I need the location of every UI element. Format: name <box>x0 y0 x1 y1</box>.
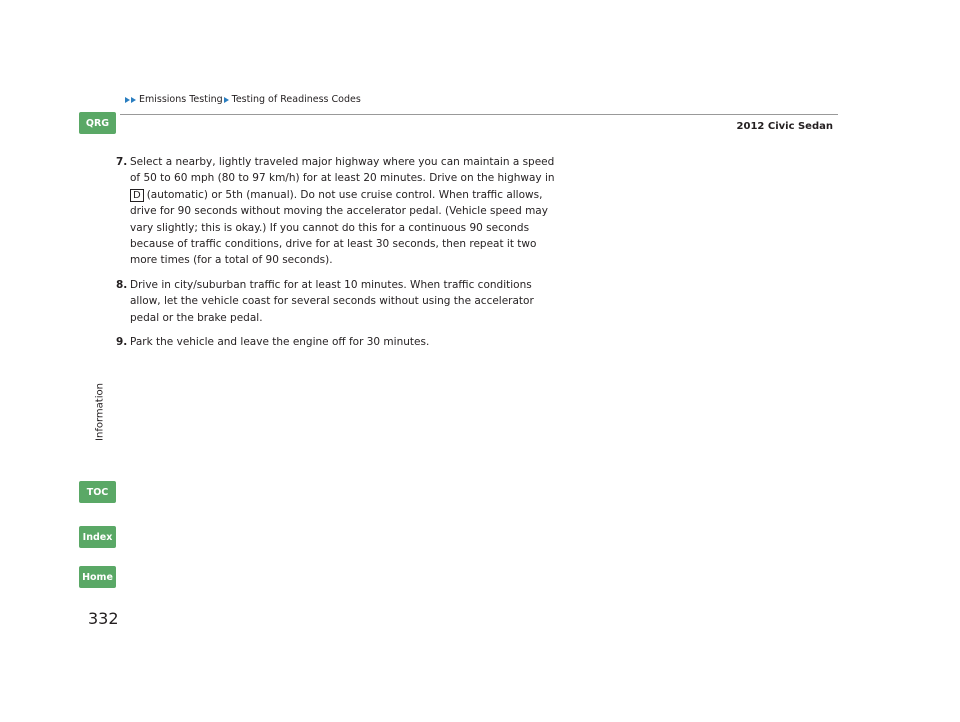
step-text: (automatic) or 5th (manual). Do not use cruise control. When traffic allows, drive for 90 seconds without moving the accelerator pedal. (Vehicle speed may vary slightly; this is okay.) If you cannot do this for a continuous 90 seconds because of traffic conditions, drive for at least 30 seconds, then repeat it two more times (for a total of 90 seconds). <box>130 188 548 267</box>
step-text: Park the vehicle and leave the engine off for 30 minutes. <box>130 336 430 349</box>
home-button[interactable]: Home <box>79 566 116 588</box>
toc-button[interactable]: TOC <box>79 481 116 503</box>
breadcrumb <box>125 94 361 105</box>
document-title: 2012 Civic Sedan <box>736 121 833 132</box>
section-label: Information <box>94 383 106 441</box>
gear-d-icon: D <box>130 189 144 202</box>
arrow-right-icon <box>125 97 130 103</box>
step-text: Select a nearby, lightly traveled major highway where you can maintain a speed of 50 to 60 mph (80 to 97 km/h) for at least 20 minutes. Drive on the highway in <box>130 156 555 185</box>
page-number: 332 <box>88 609 119 628</box>
step-number: 8. <box>116 278 128 291</box>
step-number: 7. <box>116 156 128 168</box>
step-number: 9. <box>116 336 128 349</box>
breadcrumb-item-readiness-codes[interactable]: Testing of Readiness Codes <box>231 94 361 105</box>
arrow-right-icon <box>224 97 229 103</box>
step-9 <box>116 334 564 350</box>
step-text: Drive in city/suburban traffic for at least 10 minutes. When traffic conditions allow, let the vehicle coast for several seconds without using the accelerator pedal or the brake pedal. <box>130 278 534 324</box>
qrg-button[interactable]: QRG <box>79 112 116 134</box>
header-divider <box>120 114 838 115</box>
step-7 <box>116 154 564 269</box>
arrow-right-icon <box>131 97 136 103</box>
breadcrumb-item-emissions-testing[interactable]: Emissions Testing <box>139 94 223 105</box>
main-content <box>116 154 564 358</box>
index-button[interactable]: Index <box>79 526 116 548</box>
step-8 <box>116 277 564 326</box>
